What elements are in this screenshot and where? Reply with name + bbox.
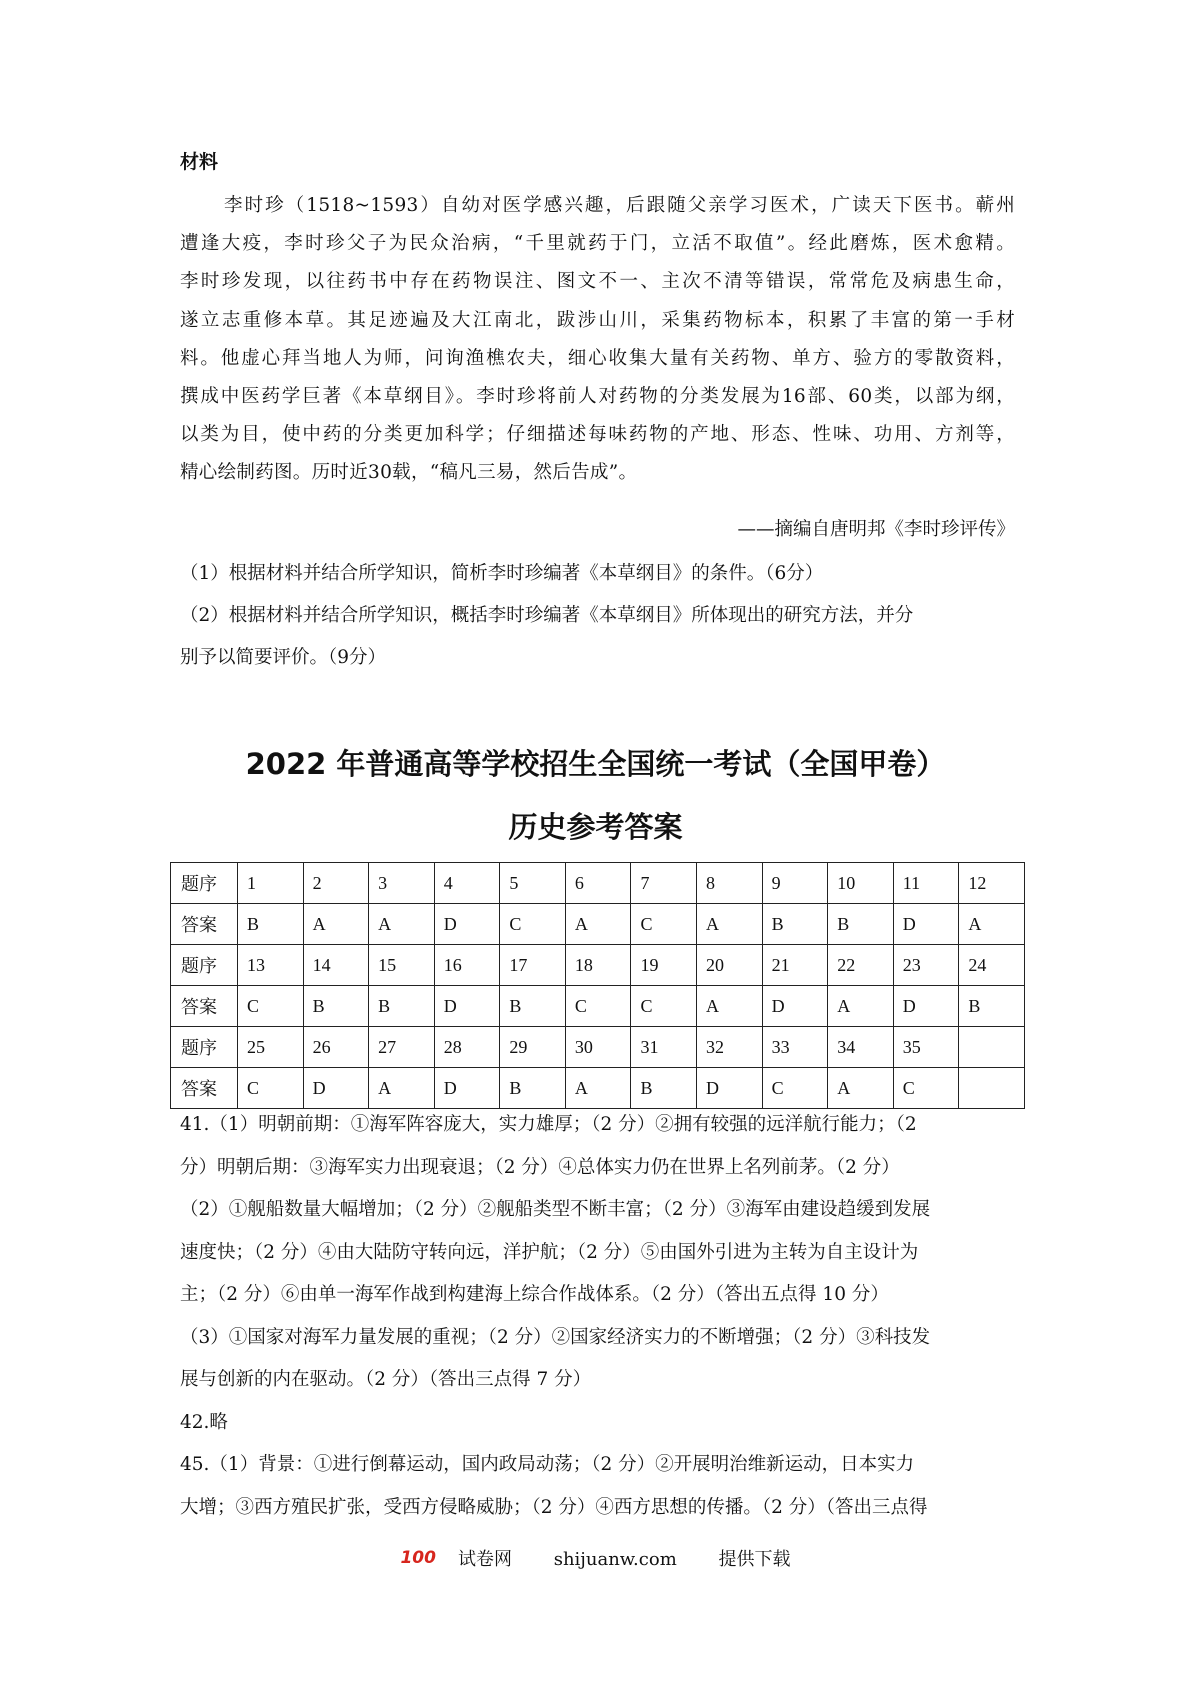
page-footer	[0, 1545, 1191, 1571]
answer-table-cell: 20	[697, 945, 763, 986]
answer-table-row-label: 题序	[171, 863, 238, 904]
answer-table-cell: C	[631, 986, 697, 1027]
answer-table-cell: B	[238, 904, 304, 945]
material-line: 李时珍（1518~1593）自幼对医学感兴趣，后跟随父亲学习医术，广读天下医书。蕲州	[224, 195, 1015, 216]
answer-table-row	[171, 986, 1025, 1027]
answer-table-cell	[959, 1068, 1025, 1109]
material-line: 撰成中医药学巨著《本草纲目》。李时珍将前人对药物的分类发展为16部、60类，以部为纲，	[180, 385, 1015, 407]
answer-table-cell: C	[565, 986, 631, 1027]
answer-table-cell: 2	[303, 863, 369, 904]
answer-table-cell: 16	[434, 945, 500, 986]
answer-table-cell: 26	[303, 1027, 369, 1068]
answer-table-row-label: 答案	[171, 904, 238, 945]
site-url[interactable]: shijuanw.com	[553, 1549, 677, 1570]
answer-table-cell: 6	[565, 863, 631, 904]
exam-title: 2022 年普通高等学校招生全国统一考试（全国甲卷）	[245, 747, 946, 781]
answer-table-row-label: 答案	[171, 986, 238, 1027]
answer-table-cell: 29	[500, 1027, 566, 1068]
answer-45-line: 45.（1）背景：①进行倒幕运动，国内政局动荡；（2 分）②开展明治维新运动，日本实力	[180, 1454, 915, 1475]
answer-41-line: 展与创新的内在驱动。（2 分）（答出三点得 7 分）	[180, 1369, 592, 1390]
site-logo: 100	[400, 1548, 436, 1568]
material-line: 遂立志重修本草。其足迹遍及大江南北，跋涉山川，采集药物标本，积累了丰富的第一手材	[180, 309, 1015, 331]
answer-table-cell: A	[828, 986, 894, 1027]
material-line: 遭逢大疫，李时珍父子为民众治病，“千里就药于门，立活不取值”。经此磨炼，医术愈精。	[180, 233, 1015, 255]
answer-table-cell: 9	[762, 863, 828, 904]
answer-table-cell: 27	[369, 1027, 435, 1068]
answer-41	[180, 1104, 1020, 1529]
material-heading: 材料	[180, 151, 219, 173]
answer-table	[170, 862, 1025, 1109]
exam-subtitle: 历史参考答案	[508, 810, 683, 844]
answer-table-cell: B	[959, 986, 1025, 1027]
answer-table-row	[171, 945, 1025, 986]
answer-table-cell: 31	[631, 1027, 697, 1068]
answer-table-cell: B	[828, 904, 894, 945]
answer-table-cell: A	[697, 904, 763, 945]
answer-table-cell: 3	[369, 863, 435, 904]
answer-table-cell: B	[303, 986, 369, 1027]
answer-table-cell: C	[238, 986, 304, 1027]
answer-table-cell: A	[828, 1068, 894, 1109]
answer-table-cell: D	[893, 904, 959, 945]
answer-table-cell: 4	[434, 863, 500, 904]
material-line: 李时珍发现，以往药书中存在药物误注、图文不一、主次不清等错误，常常危及病患生命，	[180, 271, 1015, 293]
answer-table-cell: A	[697, 986, 763, 1027]
answer-table-cell: 15	[369, 945, 435, 986]
answer-table-cell: 33	[762, 1027, 828, 1068]
answer-table-cell: 17	[500, 945, 566, 986]
material-line: 以类为目，使中药的分类更加科学；仔细描述每味药物的产地、形态、性味、功用、方剂等，	[180, 424, 1015, 446]
material-source: ——摘编自唐明邦《李时珍评传》	[737, 519, 1015, 540]
answer-table-cell: A	[369, 1068, 435, 1109]
question-1: （1）根据材料并结合所学知识，简析李时珍编著《本草纲目》的条件。（6分）	[180, 563, 824, 584]
answer-table-cell: 23	[893, 945, 959, 986]
answer-table-cell: D	[893, 986, 959, 1027]
answer-table-cell: 24	[959, 945, 1025, 986]
answer-table-cell: A	[565, 1068, 631, 1109]
answer-table-cell: 18	[565, 945, 631, 986]
answer-table-cell: D	[434, 986, 500, 1027]
answer-table-cell	[959, 1027, 1025, 1068]
material-line: 料。他虚心拜当地人为师，问询渔樵农夫，细心收集大量有关药物、单方、验方的零散资料，	[180, 347, 1015, 369]
answer-table-row	[171, 904, 1025, 945]
answer-table-cell: B	[369, 986, 435, 1027]
answer-table-cell: D	[762, 986, 828, 1027]
answer-table-cell: A	[959, 904, 1025, 945]
answer-table-row-label: 题序	[171, 1027, 238, 1068]
answer-table-cell: 10	[828, 863, 894, 904]
answer-table-cell: 28	[434, 1027, 500, 1068]
answer-table-cell: C	[762, 1068, 828, 1109]
answer-41-line: （3）①国家对海军力量发展的重视；（2 分）②国家经济实力的不断增强；（2 分）③科技发	[180, 1326, 931, 1348]
answer-table-cell: 21	[762, 945, 828, 986]
answer-table-cell: 30	[565, 1027, 631, 1068]
answer-42: 42.略	[180, 1411, 228, 1433]
answer-table-cell: C	[893, 1068, 959, 1109]
material-line: 精心绘制药图。历时近30载，“稿凡三易，然后告成”。	[180, 462, 638, 484]
answer-table-cell: 35	[893, 1027, 959, 1068]
answer-table-cell: 5	[500, 863, 566, 904]
answer-table-row	[171, 1027, 1025, 1068]
answer-table-cell: D	[434, 1068, 500, 1109]
answer-45-line: 大增；③西方殖民扩张，受西方侵略威胁；（2 分）④西方思想的传播。（2 分）（答出三点得	[180, 1496, 928, 1518]
answer-table-row	[171, 1068, 1025, 1109]
answer-table-cell: D	[697, 1068, 763, 1109]
answer-table-cell: A	[369, 904, 435, 945]
answer-table-cell: B	[500, 986, 566, 1027]
answer-table-cell: 8	[697, 863, 763, 904]
answer-table-cell: C	[238, 1068, 304, 1109]
material-passage	[180, 187, 1015, 493]
answer-table-cell: 12	[959, 863, 1025, 904]
answer-41-line: 主；（2 分）⑥由单一海军作战到构建海上综合作战体系。（2 分）（答出五点得 10 分）	[180, 1284, 889, 1305]
answer-41-line: 41.（1）明朝前期：①海军阵容庞大，实力雄厚；（2 分）②拥有较强的远洋航行能力；（2	[180, 1114, 917, 1135]
site-name: 试卷网	[457, 1549, 512, 1570]
answer-table-cell: C	[500, 904, 566, 945]
answer-table-cell: 22	[828, 945, 894, 986]
answer-table-cell: B	[631, 1068, 697, 1109]
answer-table-row-label: 题序	[171, 945, 238, 986]
question-2-line-1: （2）根据材料并结合所学知识，概括李时珍编著《本草纲目》所体现出的研究方法，并分	[180, 605, 914, 626]
answer-table-row-label: 答案	[171, 1068, 238, 1109]
answer-table-cell: 32	[697, 1027, 763, 1068]
answer-table-cell: D	[434, 904, 500, 945]
answer-table-cell: A	[303, 904, 369, 945]
answer-table-cell: 11	[893, 863, 959, 904]
answer-41-line: （2）①舰船数量大幅增加；（2 分）②舰船类型不断丰富；（2 分）③海军由建设趋缓到发展	[180, 1199, 931, 1220]
answer-table-cell: 13	[238, 945, 304, 986]
answer-table-cell: A	[565, 904, 631, 945]
question-2-line-2: 别予以简要评价。（9分）	[180, 647, 387, 668]
answer-41-line: 分）明朝后期：③海军实力出现衰退；（2 分）④总体实力仍在世界上名列前茅。（2 分）	[180, 1156, 900, 1178]
answer-table-cell: 34	[828, 1027, 894, 1068]
answer-table-cell: 19	[631, 945, 697, 986]
answer-table-cell: 14	[303, 945, 369, 986]
answer-table-cell: 7	[631, 863, 697, 904]
answer-table-cell: D	[303, 1068, 369, 1109]
download-note: 提供下载	[718, 1549, 791, 1570]
answer-table-cell: 25	[238, 1027, 304, 1068]
answer-table-cell: C	[631, 904, 697, 945]
answer-41-line: 速度快；（2 分）④由大陆防守转向远，洋护航；（2 分）⑤由国外引进为主转为自主设计为	[180, 1241, 919, 1263]
answer-table-cell: B	[762, 904, 828, 945]
answer-table-row	[171, 863, 1025, 904]
answer-table-cell: 1	[238, 863, 304, 904]
answer-table-cell: B	[500, 1068, 566, 1109]
